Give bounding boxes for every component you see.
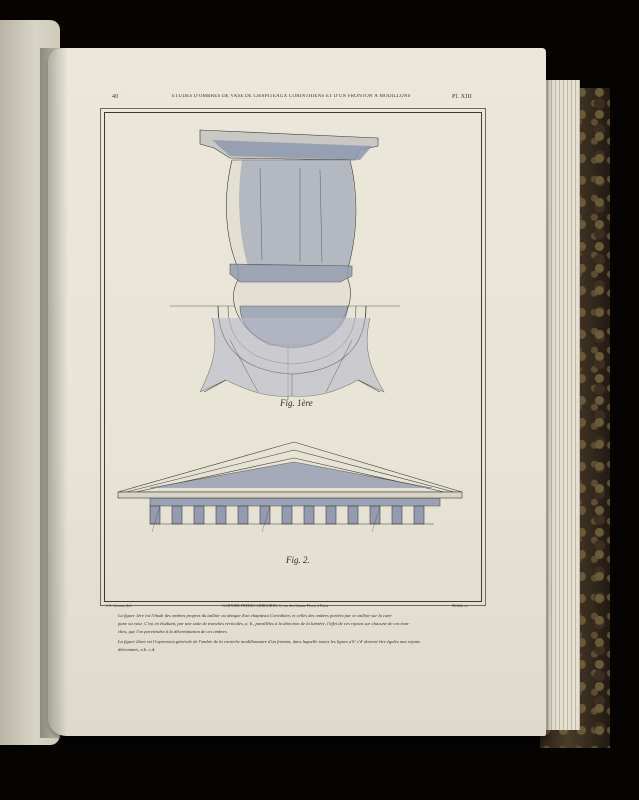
caption-line-5: déterminés, a.b. c.d. [118,647,156,652]
figure-2-label: Fig. 2. [286,555,310,565]
credit-engraver: Delisle sc. [452,603,469,608]
caption-line-2: pane ou vase. C'est en étudiant, par une suite de tranches verticales, a. b., parallèles à la direction de la lumière, l'effet de ces rayons sur chacune de ces tran- [118,621,410,626]
caption-line-3: ches, que l'on parviendra à la détermination de ces ombres. [118,629,228,634]
figure-2-pediment [118,442,462,532]
page-number: 40 [112,94,119,100]
plate-number: Pl. XIII [452,94,472,100]
plate-title: ÉTUDES D'OMBRES DE VASE DE CHAPITEAUX CORINTHIENS ET D'UN FRONTON À MODILLONS [172,94,411,99]
credit-publisher: GARNIER FRERES LIBRAIRES, 6, rue des Saints-Pères, à Paris [222,603,329,608]
credit-draftsman: J.A. Leroux del. [106,603,132,608]
figure-1-label: Fig. 1ère [280,398,313,408]
modillion-row [150,506,424,524]
caption-line-1: La figure 1ère est l'étude des ombres propres du tailloir ou abaque d'un chapiteau Corinthien, et celles des ombres portées par ce tailloir sur la cam- [118,613,393,618]
caption-line-4: La figure 2ème est l'expression générale de l'ombre de la corniche modillonnaire d'un fronton, dans laquelle toutes les lignes a'b' c'd' doivent être égales aux rayons [118,639,421,644]
figure-1-capital [170,130,400,400]
